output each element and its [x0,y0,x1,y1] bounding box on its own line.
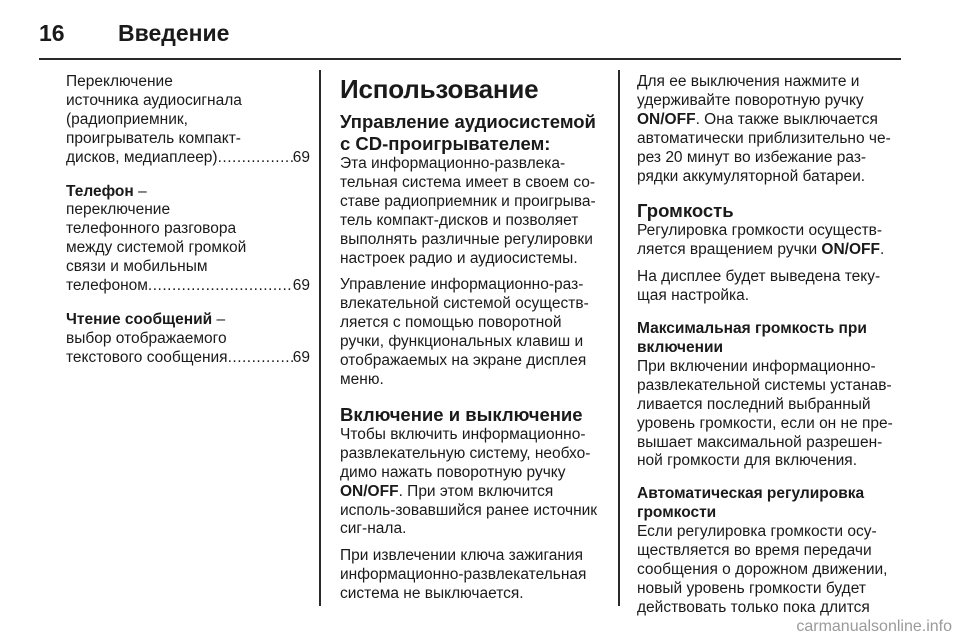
toc-line: переключение [66,201,171,219]
watermark: carmanualsonline.info [796,618,952,635]
page-number: 16 [39,20,65,46]
right-column [637,73,903,618]
toc-dash: – [212,310,226,328]
toc-line: телефонного разговора [66,220,237,238]
knob-label: ON/OFF [821,241,880,259]
header-rule [39,58,901,60]
toc-line: источника аудиосигнала [66,91,242,109]
toc-page-number[interactable]: 69 [292,348,310,366]
paragraph-switch-off: Для ее выключения нажмите и удерживайте поворотную ручку ON/OFF. Она также выключается автоматически приблизительно че-рез 20 минут во избежание раз-рядки аккумуляторной батареи. [637,73,891,185]
toc-line: дисков, медиаплеер) [66,148,218,166]
toc-entry-title: Чтение сообщений [66,310,213,328]
knob-label: ON/OFF [637,110,696,128]
toc-leader [228,349,293,368]
toc-page-number[interactable]: 69 [292,148,310,166]
toc-column [66,73,310,383]
toc-page-number[interactable]: 69 [292,277,310,295]
toc-line: выбор отображаемого [66,329,227,347]
subheading-volume: Громкость [637,200,734,222]
column-divider-right [618,70,620,606]
column-divider-left [319,70,321,606]
toc-line: телефоном [66,277,148,295]
paragraph-switch-on: Чтобы включить информационно-развлекательную систему, необхо-димо нажать поворотную ручку ON/OFF. При этом включится исполь-зовавшийся ранее источник сиг-нала. [340,425,598,538]
toc-line: связи и мобильным [66,258,208,276]
toc-entry-messages[interactable] [66,311,310,368]
toc-leader [148,277,293,296]
toc-line: Переключение [66,73,173,90]
toc-leader [218,149,293,168]
toc-entry-title: Телефон [66,182,134,200]
subheading-cd-control: Управление аудиосистемой с CD-проигрывателем: [340,111,596,154]
subheading-on-off: Включение и выключение [340,403,583,425]
paragraph: Управление информационно-раз-влекательной системой осуществ-ляется с помощью поворотной ручки, функциональных клавиш и отображаемых на экране дисплея меню. [340,276,589,388]
heading-usage: Использование [340,74,539,104]
middle-column [340,73,604,604]
subheading-max-volume: Максимальная громкость при включении [637,320,867,356]
toc-line: текстового сообщения [66,348,228,366]
toc-entry-telephone[interactable] [66,183,310,296]
toc-line: между системой громкой [66,239,247,257]
toc-line: (радиоприемник, [66,110,188,128]
paragraph: На дисплее будет выведена теку-щая настройка. [637,268,881,305]
knob-label: ON/OFF [340,482,399,500]
paragraph: При включении информационно-развлекательной системы устанав-ливается последний выбранный уровень громкости, если он не пре-вышает максимальной разрешен-ной громкости для включения. [637,357,893,470]
toc-line: проигрыватель компакт- [66,129,241,147]
paragraph: При извлечении ключа зажигания информационно-развлекательная система не выключается. [340,547,587,603]
section-title: Введение [118,20,230,46]
toc-entry-source-switch[interactable] [66,73,310,168]
paragraph: Эта информационно-развлека-тельная система имеет в своем со-ставе радиоприемник и проигрыва-тель компакт-дисков и позволяет выполнять различные регулировки настроек радио и аудиосистемы. [340,155,596,267]
page-header [0,0,960,58]
toc-dash: – [133,182,147,200]
paragraph: Если регулировка громкости осу-ществляется во время передачи сообщения о дорожном движении, новый уровень громкости будет действовать только пока длится [637,523,888,616]
subheading-auto-volume: Автоматическая регулировка громкости [637,485,865,522]
paragraph-volume: Регулировка громкости осуществ-ляется вращением ручки ON/OFF. [637,222,885,259]
